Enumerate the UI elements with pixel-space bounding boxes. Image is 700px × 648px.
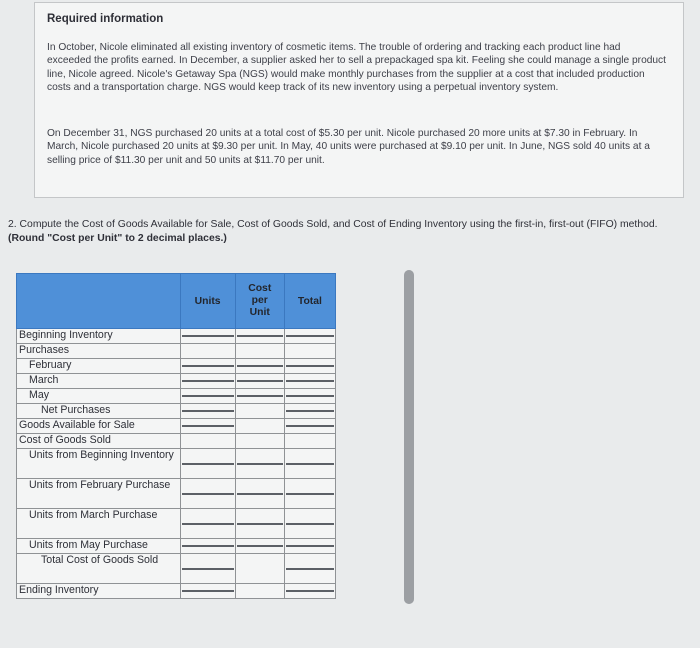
cost-per-unit-input[interactable] — [237, 493, 283, 495]
cost-per-unit-input[interactable] — [237, 380, 283, 382]
total-input[interactable] — [286, 410, 334, 412]
units-cell — [180, 389, 235, 404]
scenario-paragraph-2: On December 31, NGS purchased 20 units at a total cost of $5.30 per unit. Nicole purchased 20 more units at $7.30 in February. In March, Nicole purchased 20 units at $9.30 per unit. In May, 40 units were purchased at $9.10 per unit. In June, NGS sold 40 units at a selling price of $11.30 per unit and 50 units at $11.70 per unit. — [47, 128, 650, 166]
row-label — [17, 479, 181, 509]
cost-cell — [235, 434, 284, 449]
total-input[interactable] — [286, 590, 334, 592]
units-cell — [180, 584, 235, 599]
row-label: Units from May Purchase — [17, 539, 181, 554]
units-cell — [180, 419, 235, 434]
units-input[interactable] — [182, 335, 234, 337]
units-input[interactable] — [182, 493, 234, 495]
scrollbar-thumb[interactable] — [404, 270, 414, 604]
header-label-blank — [17, 274, 181, 329]
row-goods-available-for-sale — [17, 419, 336, 434]
row-label-text: Units from February Purchase — [29, 479, 171, 491]
row-label: Ending Inventory — [17, 584, 181, 599]
question-text: 2. Compute the Cost of Goods Available for Sale, Cost of Goods Sold, and Cost of Ending Inventory using the first-in, first-out (FIFO) method. — [8, 219, 658, 230]
cost-cell — [235, 554, 284, 584]
header-units: Units — [180, 274, 235, 329]
units-input[interactable] — [182, 380, 234, 382]
units-cell — [180, 449, 235, 479]
cost-per-unit-input[interactable] — [237, 395, 283, 397]
row-label — [17, 449, 181, 479]
units-cell — [180, 344, 235, 359]
total-cell — [284, 449, 335, 479]
total-input[interactable] — [286, 523, 334, 525]
units-input[interactable] — [182, 568, 234, 570]
row-february — [17, 359, 336, 374]
units-input[interactable] — [182, 410, 234, 412]
cost-cell — [235, 449, 284, 479]
cost-cell — [235, 374, 284, 389]
total-input[interactable] — [286, 335, 334, 337]
units-input[interactable] — [182, 590, 234, 592]
total-input[interactable] — [286, 545, 334, 547]
question-prompt — [8, 218, 688, 245]
total-input[interactable] — [286, 365, 334, 367]
units-cell — [180, 479, 235, 509]
total-cell — [284, 344, 335, 359]
row-label: March — [17, 374, 181, 389]
cost-cell — [235, 329, 284, 344]
row-total-cost-of-goods-sold — [17, 554, 336, 584]
cost-cell — [235, 584, 284, 599]
row-may — [17, 389, 336, 404]
total-cell — [284, 584, 335, 599]
units-cell — [180, 539, 235, 554]
row-units-from-may-purchase — [17, 539, 336, 554]
total-cell — [284, 509, 335, 539]
total-cell — [284, 554, 335, 584]
header-total: Total — [284, 274, 335, 329]
units-input[interactable] — [182, 523, 234, 525]
units-cell — [180, 329, 235, 344]
cost-cell — [235, 344, 284, 359]
row-label — [17, 554, 181, 584]
total-input[interactable] — [286, 425, 334, 427]
row-ending-inventory — [17, 584, 336, 599]
cost-per-unit-input[interactable] — [237, 463, 283, 465]
total-cell — [284, 359, 335, 374]
scenario-paragraph-1: In October, Nicole eliminated all existing inventory of cosmetic items. The trouble of ordering and tracking each product line had exceeded the profits earned. In December, a supplier asked her to sell a prepackaged spa kit. Feeling she could manage a single product line, Nicole agreed. Nicole's Getaway Spa (NGS) would make monthly purchases from the supplier at a cost that included production costs and a transportation charge. NGS would keep track of its new inventory using a perpetual inventory system. — [47, 42, 666, 93]
row-label-text: Total Cost of Goods Sold — [41, 554, 159, 566]
row-label: Beginning Inventory — [17, 329, 181, 344]
header-cost-line2: per — [251, 295, 268, 306]
total-input[interactable] — [286, 568, 334, 570]
units-cell — [180, 359, 235, 374]
total-cell — [284, 434, 335, 449]
total-cell — [284, 539, 335, 554]
row-label: Cost of Goods Sold — [17, 434, 181, 449]
cost-per-unit-input[interactable] — [237, 545, 283, 547]
units-input[interactable] — [182, 395, 234, 397]
cost-per-unit-input[interactable] — [237, 523, 283, 525]
row-units-from-beginning-inventory — [17, 449, 336, 479]
units-input[interactable] — [182, 425, 234, 427]
units-cell — [180, 434, 235, 449]
total-cell — [284, 374, 335, 389]
units-input[interactable] — [182, 365, 234, 367]
row-cost-of-goods-sold — [17, 434, 336, 449]
required-information-panel — [34, 2, 684, 198]
cost-cell — [235, 359, 284, 374]
fifo-table — [16, 273, 336, 599]
table-header-row — [17, 274, 336, 329]
total-input[interactable] — [286, 463, 334, 465]
row-label: Purchases — [17, 344, 181, 359]
cost-cell — [235, 389, 284, 404]
cost-cell — [235, 509, 284, 539]
row-label-text: Units from March Purchase — [29, 509, 158, 521]
row-units-from-february-purchase — [17, 479, 336, 509]
row-label: Goods Available for Sale — [17, 419, 181, 434]
row-label: Net Purchases — [17, 404, 181, 419]
units-cell — [180, 554, 235, 584]
units-cell — [180, 374, 235, 389]
total-cell — [284, 419, 335, 434]
units-cell — [180, 404, 235, 419]
cost-cell — [235, 479, 284, 509]
row-beginning-inventory — [17, 329, 336, 344]
total-cell — [284, 479, 335, 509]
header-cost-line3: Unit — [249, 307, 270, 318]
row-label: May — [17, 389, 181, 404]
total-input[interactable] — [286, 493, 334, 495]
cost-cell — [235, 539, 284, 554]
cost-per-unit-input[interactable] — [237, 335, 283, 337]
units-cell — [180, 509, 235, 539]
row-units-from-march-purchase — [17, 509, 336, 539]
vertical-scrollbar[interactable] — [404, 270, 414, 604]
total-input[interactable] — [286, 395, 334, 397]
total-cell — [284, 389, 335, 404]
units-input[interactable] — [182, 463, 234, 465]
rounding-note: (Round "Cost per Unit" to 2 decimal places.) — [8, 232, 227, 244]
required-information-title: Required information — [47, 13, 164, 25]
total-input[interactable] — [286, 380, 334, 382]
total-cell — [284, 329, 335, 344]
row-march — [17, 374, 336, 389]
row-label: February — [17, 359, 181, 374]
units-input[interactable] — [182, 545, 234, 547]
header-cost-per-unit — [235, 274, 284, 329]
row-purchases — [17, 344, 336, 359]
cost-cell — [235, 419, 284, 434]
row-net-purchases — [17, 404, 336, 419]
row-label-text: Units from Beginning Inventory — [29, 449, 174, 461]
cost-cell — [235, 404, 284, 419]
cost-per-unit-input[interactable] — [237, 365, 283, 367]
row-label — [17, 509, 181, 539]
total-cell — [284, 404, 335, 419]
header-cost-line1: Cost — [248, 283, 272, 294]
